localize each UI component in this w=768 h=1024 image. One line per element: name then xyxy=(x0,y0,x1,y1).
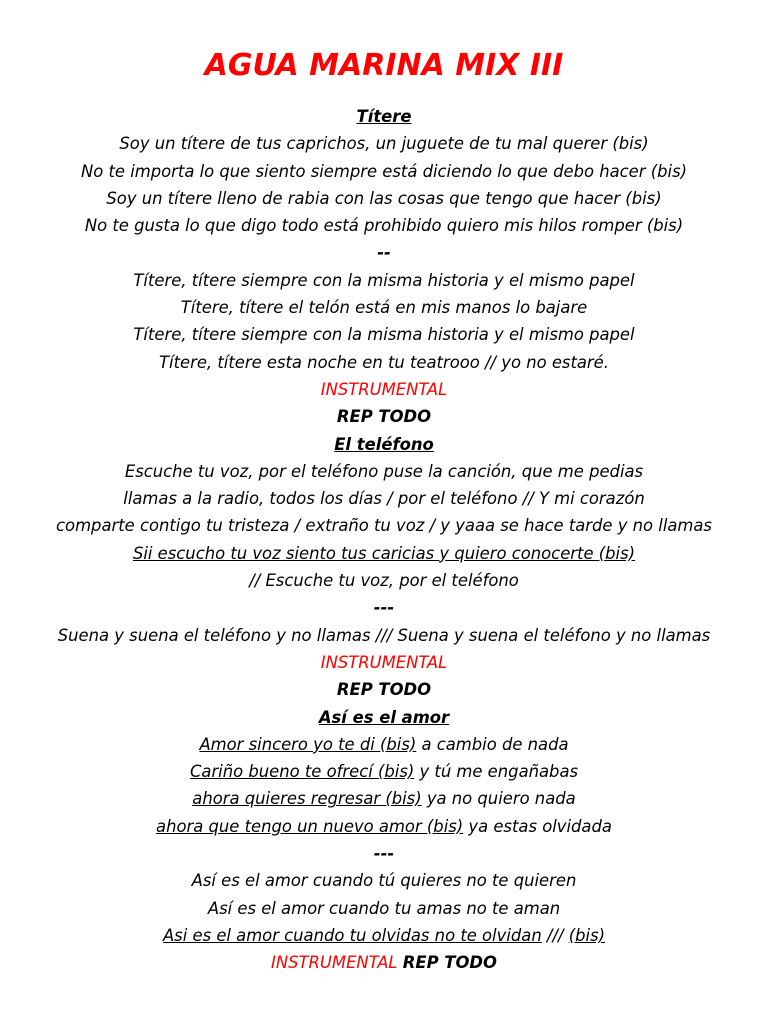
lyric-segment: Títere, títere siempre con la misma historia y el mismo papel xyxy=(133,325,635,345)
lyric-line xyxy=(0,785,768,812)
lyric-line xyxy=(0,922,768,949)
lyrics-body xyxy=(0,103,768,977)
lyric-line xyxy=(0,403,768,430)
lyric-line xyxy=(0,594,768,621)
lyric-segment: Títere, títere siempre con la misma historia y el mismo papel xyxy=(133,270,635,290)
lyric-line xyxy=(0,212,768,239)
lyric-segment: REP TODO xyxy=(336,680,432,700)
lyric-line xyxy=(0,239,768,266)
lyric-segment: No te importa lo que siento siempre está diciendo lo que debo hacer (bis) xyxy=(81,161,687,181)
lyric-segment: comparte contigo tu tristeza / extraño tu voz / y yaaa se hace tarde y no llamas xyxy=(56,516,712,536)
lyric-line xyxy=(0,103,768,130)
lyric-segment: ahora que tengo un nuevo amor (bis) xyxy=(156,816,464,836)
lyric-segment: Asi es el amor cuando tu olvidas no te olvidan xyxy=(162,925,542,945)
lyric-line xyxy=(0,567,768,594)
lyric-line xyxy=(0,840,768,867)
lyric-segment: llamas a la radio, todos los días / por el teléfono // Y mi corazón xyxy=(123,489,645,509)
lyric-segment: a cambio de nada xyxy=(416,734,569,754)
lyric-segment: ya no quiero nada xyxy=(421,789,576,809)
lyric-line xyxy=(0,321,768,348)
lyric-segment: Títere xyxy=(356,107,412,126)
lyric-segment: --- xyxy=(373,844,395,864)
lyric-line xyxy=(0,376,768,403)
lyric-segment: ahora quieres regresar (bis) xyxy=(192,789,422,809)
lyric-segment: Amor sincero yo te di (bis) xyxy=(199,734,417,754)
lyric-line xyxy=(0,185,768,212)
lyric-line xyxy=(0,512,768,539)
lyric-segment: INSTRUMENTAL xyxy=(320,379,448,399)
lyric-line xyxy=(0,431,768,458)
lyric-line xyxy=(0,867,768,894)
lyric-segment: Escuche tu voz, por el teléfono puse la canción, que me pedias xyxy=(124,461,644,481)
lyric-line xyxy=(0,294,768,321)
lyric-segment: Suena y suena el teléfono y no llamas /// Suena y suena el teléfono y no llamas xyxy=(57,625,711,645)
lyric-segment: Títere, títere el telón está en mis manos lo bajare xyxy=(180,298,588,318)
lyric-segment: Soy un títere lleno de rabia con las cosas que tengo que hacer (bis) xyxy=(106,188,662,208)
lyric-line xyxy=(0,485,768,512)
lyric-segment: Sii escucho tu voz siento tus caricias y quiero conocerte (bis) xyxy=(132,543,636,563)
lyric-segment: --- xyxy=(373,598,395,618)
lyric-line xyxy=(0,704,768,731)
lyric-line xyxy=(0,267,768,294)
lyric-line xyxy=(0,458,768,485)
lyric-segment: Así es el amor cuando tu amas no te aman xyxy=(207,898,561,918)
lyric-segment: Soy un títere de tus caprichos, un juguete de tu mal querer (bis) xyxy=(119,134,649,154)
lyric-segment: El teléfono xyxy=(334,434,434,454)
lyric-segment: INSTRUMENTAL xyxy=(271,953,398,973)
lyric-line xyxy=(0,949,768,976)
lyric-segment: Títere, títere esta noche en tu teatrooo // yo no estaré. xyxy=(159,352,609,372)
lyric-segment: -- xyxy=(377,243,391,263)
lyric-segment: (bis) xyxy=(568,925,606,945)
lyric-line xyxy=(0,758,768,785)
lyric-segment: Así es el amor xyxy=(318,707,450,727)
lyric-line xyxy=(0,540,768,567)
lyric-segment: /// xyxy=(541,925,569,945)
lyric-segment: ya estas olvidada xyxy=(463,816,612,836)
lyric-line xyxy=(0,813,768,840)
lyric-line xyxy=(0,649,768,676)
lyric-line xyxy=(0,895,768,922)
lyric-line xyxy=(0,622,768,649)
lyric-line xyxy=(0,731,768,758)
lyric-line xyxy=(0,676,768,703)
lyric-segment: Cariño bueno te ofrecí (bis) xyxy=(189,762,415,782)
lyric-line xyxy=(0,130,768,157)
lyric-segment: INSTRUMENTAL xyxy=(320,652,448,672)
lyric-segment: Así es el amor cuando tú quieres no te quieren xyxy=(191,871,577,891)
lyric-line xyxy=(0,349,768,376)
lyric-line xyxy=(0,158,768,185)
lyric-segment: No te gusta lo que digo todo está prohibido quiero mis hilos romper (bis) xyxy=(84,216,684,236)
lyric-segment: y tú me engañabas xyxy=(414,762,579,782)
document-title: AGUA MARINA MIX III xyxy=(204,48,564,83)
lyric-segment: REP TODO xyxy=(402,953,497,973)
lyric-segment: REP TODO xyxy=(336,407,432,427)
lyric-segment: // Escuche tu voz, por el teléfono xyxy=(249,571,519,591)
